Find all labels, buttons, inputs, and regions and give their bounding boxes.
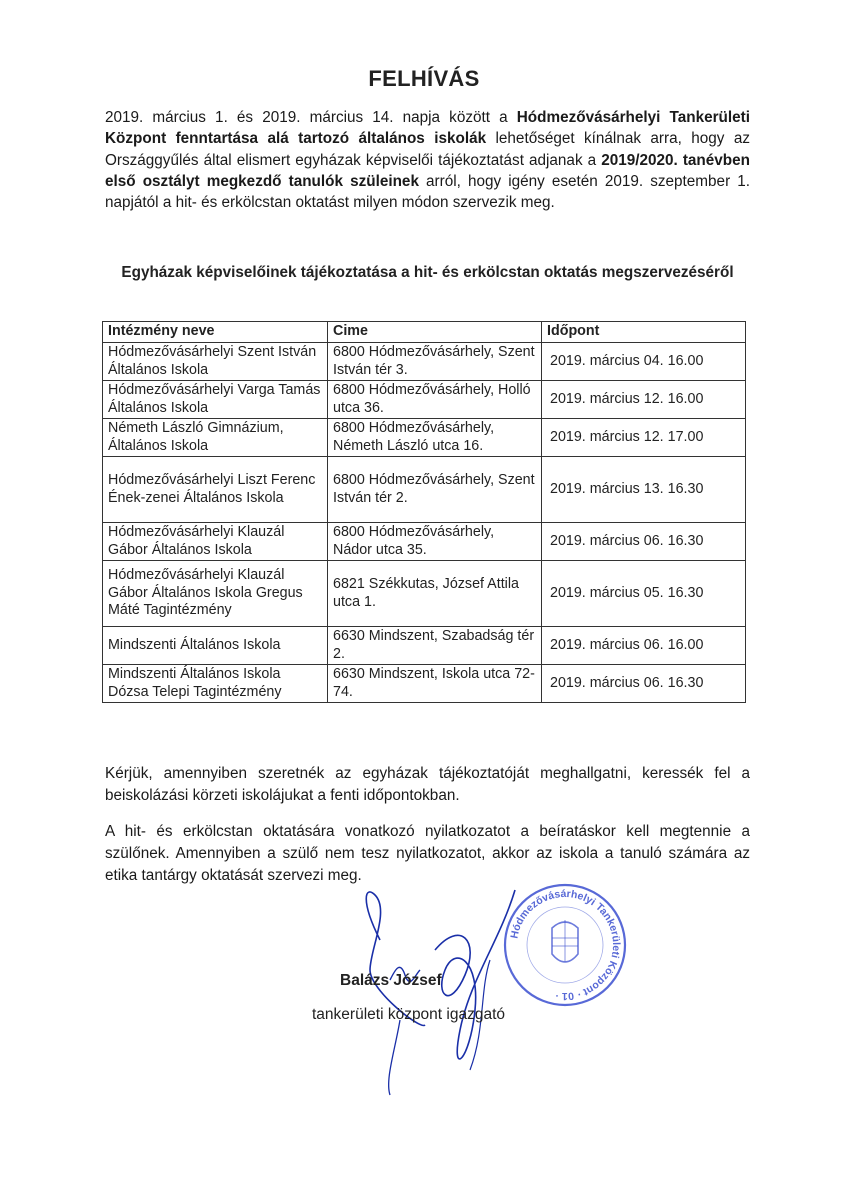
- header-address: Cime: [328, 322, 542, 343]
- table-row: [103, 561, 746, 627]
- signer-title: tankerületi központ igazgató: [312, 1006, 506, 1023]
- cell-address: 6800 Hódmezővásárhely, Holló utca 36.: [328, 381, 542, 419]
- cell-time: 2019. március 06. 16.30: [542, 523, 746, 561]
- cell-time: 2019. március 04. 16.00: [542, 343, 746, 381]
- cell-institution: Németh László Gimnázium, Általános Iskola: [103, 419, 328, 457]
- intro-paragraph: [105, 107, 750, 213]
- cell-time: 2019. március 12. 17.00: [542, 419, 746, 457]
- intro-text-3: arról, hogy igény esetén 2019. szeptember 1. napjától a hit- és erkölcstan oktatást milyen módon szervezik meg.: [105, 172, 750, 212]
- request-paragraph: Kérjük, amennyiben szeretnék az egyházak tájékoztatóját meghallgatni, keressék fel a beiskolázási körzeti iskolájukat a fenti időpontokban.: [105, 765, 750, 804]
- signature-icon: [340, 880, 540, 1100]
- table-row: [103, 343, 746, 381]
- table-header-row: [103, 322, 746, 343]
- cell-time: 2019. március 06. 16.30: [542, 665, 746, 703]
- intro-bold-1: Hódmezővásárhelyi Tankerületi Központ fenntartása alá tartozó általános iskolák: [105, 109, 750, 148]
- cell-institution: Hódmezővásárhelyi Klauzál Gábor Általános Iskola Gregus Máté Tagintézmény: [103, 561, 328, 627]
- cell-institution: Hódmezővásárhelyi Varga Tamás Általános Iskola: [103, 381, 328, 419]
- table-row: [103, 627, 746, 665]
- cell-institution: Mindszenti Általános Iskola: [103, 627, 328, 665]
- intro-bold-2: 2019/2020. tanévben első osztályt megkezdő tanulók szüleinek: [105, 151, 750, 190]
- cell-institution: Hódmezővásárhelyi Klauzál Gábor Általános Iskola: [103, 523, 328, 561]
- schedule-table: [102, 321, 746, 703]
- cell-institution: Hódmezővásárhelyi Szent István Általános Iskola: [103, 343, 328, 381]
- table-row: [103, 457, 746, 523]
- cell-institution: Hódmezővásárhelyi Liszt Ferenc Ének-zenei Általános Iskola: [103, 457, 328, 523]
- signer-name: Balázs József: [340, 972, 442, 989]
- cell-address: 6800 Hódmezővásárhely, Szent István tér 3.: [328, 343, 542, 381]
- intro-text-2: lehetőséget kínálnak arra, hogy az Országgyűlés által elismert egyházak képviselői tájékoztatást adjanak a: [105, 130, 751, 169]
- cell-time: 2019. március 05. 16.30: [542, 561, 746, 627]
- cell-address: 6630 Mindszent, Szabadság tér 2.: [328, 627, 542, 665]
- table-row: [103, 665, 746, 703]
- document-title: FELHÍVÁS: [368, 66, 480, 91]
- cell-address: 6800 Hódmezővásárhely, Szent István tér 2.: [328, 457, 542, 523]
- table-row: [103, 523, 746, 561]
- header-institution: Intézmény neve: [103, 322, 328, 343]
- svg-text:Hódmezővásárhelyi Tankerületi: Hódmezővásárhelyi Tankerületi Központ · 01 ·: [508, 887, 623, 1003]
- cell-address: 6800 Hódmezővásárhely, Németh László utca 16.: [328, 419, 542, 457]
- cell-institution: Mindszenti Általános Iskola Dózsa Telepi Tagintézmény: [103, 665, 328, 703]
- table-row: [103, 419, 746, 457]
- cell-address: 6630 Mindszent, Iskola utca 72-74.: [328, 665, 542, 703]
- table-subtitle: Egyházak képviselőinek tájékoztatása a hit- és erkölcstan oktatás megszervezéséről: [121, 264, 734, 281]
- cell-address: 6821 Székkutas, József Attila utca 1.: [328, 561, 542, 627]
- intro-text-1: 2019. március 1. és 2019. március 14. napja között a: [105, 109, 517, 126]
- declaration-paragraph: A hit- és erkölcstan oktatására vonatkozó nyilatkozatot a beíratáskor kell megtennie a szülőnek. Amennyiben a szülő nem tesz nyilatkozatot, akkor az iskola a tanuló számára az etika tantárgy oktatását szervezi meg.: [105, 823, 750, 884]
- header-time: Időpont: [542, 322, 746, 343]
- cell-time: 2019. március 06. 16.00: [542, 627, 746, 665]
- cell-address: 6800 Hódmezővásárhely, Nádor utca 35.: [328, 523, 542, 561]
- cell-time: 2019. március 13. 16.30: [542, 457, 746, 523]
- table-row: [103, 381, 746, 419]
- cell-time: 2019. március 12. 16.00: [542, 381, 746, 419]
